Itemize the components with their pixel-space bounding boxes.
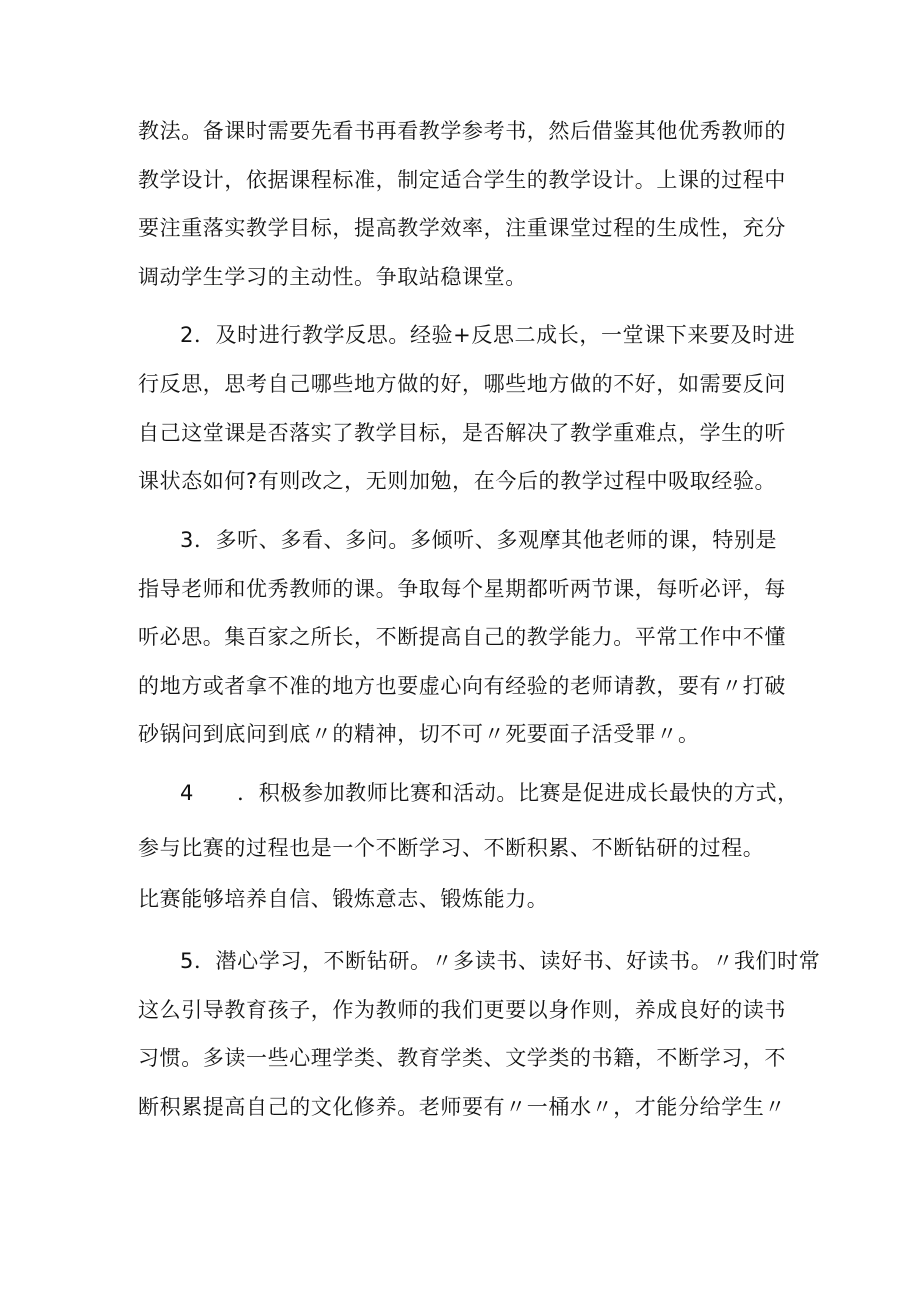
- text-line: 比赛能够培养自信、锻炼意志、锻炼能力。: [138, 887, 549, 911]
- text-line: 自己这堂课是否落实了教学目标，是否解决了教学重难点，学生的听: [138, 421, 786, 445]
- text-line: 4 ．积极参加教师比赛和活动。比赛是促进成长最快的方式，: [180, 781, 799, 805]
- text-line: 教学设计，依据课程标准，制定适合学生的教学设计。上课的过程中: [138, 168, 786, 192]
- text-line: 的地方或者拿不准的地方也要虚心向有经验的老师请教，要有〃打破: [138, 674, 786, 698]
- text-line: 指导老师和优秀教师的课。争取每个星期都听两节课，每听必评，每: [138, 577, 786, 601]
- text-line: 3．多听、多看、多问。多倾听、多观摩其他老师的课，特别是: [180, 528, 778, 552]
- text-line: 5．潜心学习，不断钻研。〃多读书、读好书、好读书。〃我们时常: [180, 949, 821, 973]
- text-line: 教法。备课时需要先看书再看教学参考书，然后借鉴其他优秀教师的: [138, 119, 786, 143]
- text-line: 课状态如何?有则改之，无则加勉，在今后的教学过程中吸取经验。: [138, 469, 777, 493]
- text-line: 参与比赛的过程也是一个不断学习、不断积累、不断钻研的过程。: [138, 836, 765, 860]
- text-line: 这么引导教育孩子，作为教师的我们更要以身作则，养成良好的读书: [138, 998, 786, 1022]
- text-line: 听必思。集百家之所长，不断提高自己的教学能力。平常工作中不懂: [138, 625, 786, 649]
- text-line: 习惯。多读一些心理学类、教育学类、文学类的书籍，不断学习，不: [138, 1046, 786, 1070]
- text-line: 砂锅问到底问到底〃的精神，切不可〃死要面子活受罪〃。: [138, 722, 700, 746]
- text-line: 要注重落实教学目标，提高教学效率，注重课堂过程的生成性，充分: [138, 216, 786, 240]
- text-line: 断积累提高自己的文化修养。老师要有〃一桶水〃，才能分给学生〃: [138, 1095, 786, 1119]
- text-line: 2．及时进行教学反思。经验+反思二成长，一堂课下来要及时进: [180, 323, 796, 347]
- text-line: 行反思，思考自己哪些地方做的好，哪些地方做的不好，如需要反问: [138, 372, 786, 396]
- text-line: 调动学生学习的主动性。争取站稳课堂。: [138, 265, 527, 289]
